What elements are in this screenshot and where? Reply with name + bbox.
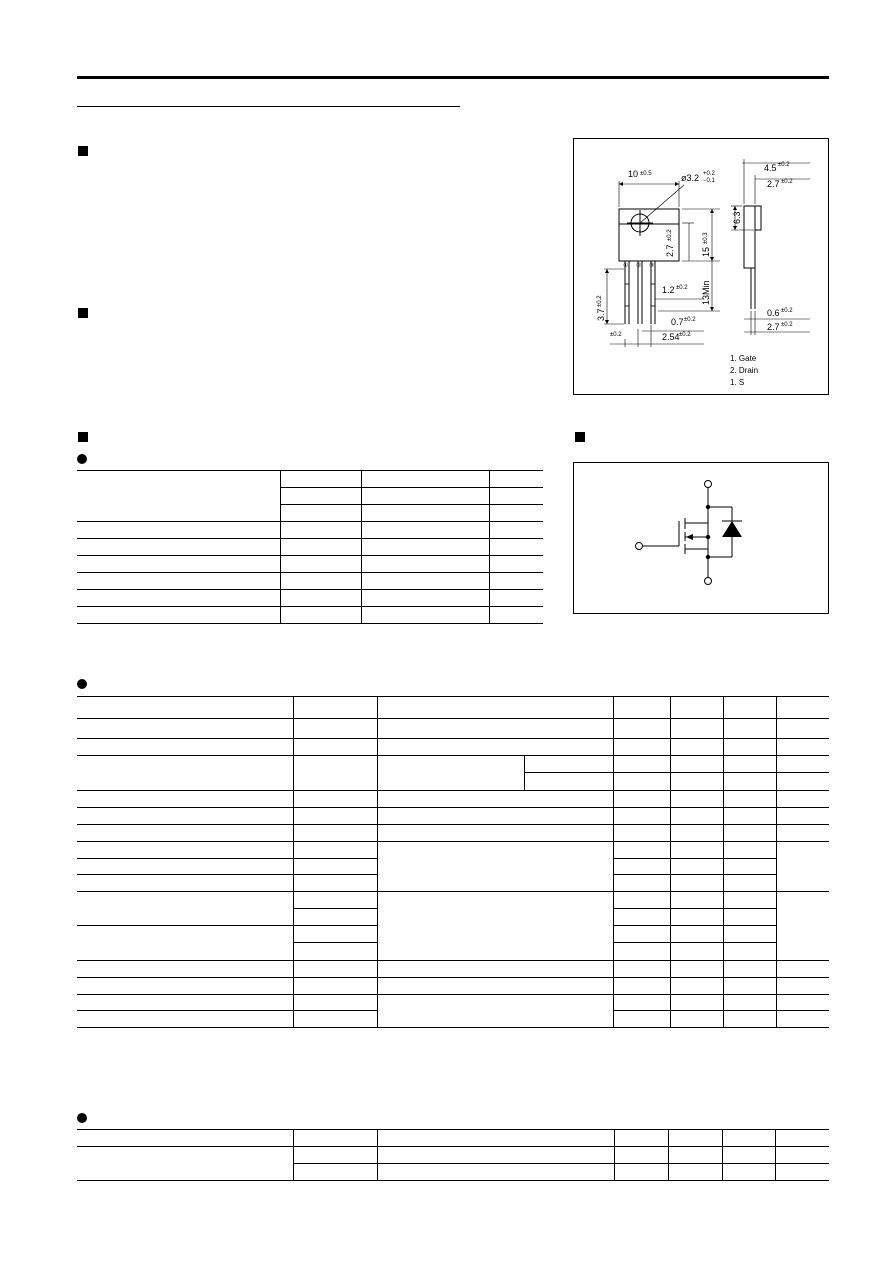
dim-pitch-tol: ±0.2 bbox=[679, 332, 691, 338]
subsection-marker-thermal bbox=[77, 1113, 87, 1123]
dim-tab-label: 2.7 bbox=[767, 179, 780, 189]
dim-hole-tol-plus: +0.2 bbox=[703, 171, 715, 177]
header-rule bbox=[77, 76, 829, 79]
dim-lead-thick-label: 0.7 bbox=[671, 317, 684, 327]
dim-width-label: 10 bbox=[628, 169, 639, 179]
section-marker-applications bbox=[78, 308, 88, 318]
package-drawing-frame bbox=[573, 138, 829, 395]
pin-number-3: ③ bbox=[649, 263, 655, 269]
subsection-marker-absolute-max bbox=[77, 454, 87, 464]
dim-body-height-tol: ±0.3 bbox=[703, 232, 709, 244]
pin-legend-gate: 1. Gate bbox=[730, 354, 757, 363]
dim-lead-width-label: 1.2 bbox=[662, 285, 675, 295]
dim-side-lead-tol: ±0.2 bbox=[781, 308, 793, 314]
subsection-marker-electrical bbox=[77, 679, 87, 689]
dim-lead-length-label: 13Min bbox=[701, 280, 711, 305]
title-underline bbox=[77, 106, 460, 107]
pin-number-1: ① bbox=[623, 263, 629, 269]
dim-side-pitch-tol: ±0.2 bbox=[781, 322, 793, 328]
section-marker-ratings bbox=[78, 432, 88, 442]
dim-hole-offset-label: 2.7 bbox=[665, 244, 675, 257]
dim-stub-label: 3.7 bbox=[596, 308, 606, 321]
section-marker-features bbox=[78, 146, 88, 156]
dim-side-pitch-label: 2.7 bbox=[767, 322, 780, 332]
dim-side-lead-label: 0.6 bbox=[767, 308, 780, 318]
pin-number-2: ② bbox=[636, 263, 642, 269]
dim-depth-label: 4.5 bbox=[764, 163, 777, 173]
pin-legend-source-cut: 1. S bbox=[730, 378, 745, 387]
section-marker-circuit bbox=[575, 432, 585, 442]
dim-width-tol: ±0.5 bbox=[640, 171, 652, 177]
dim-tab-height-label: 6.3 bbox=[732, 211, 742, 224]
dim-pitch-label: 2.54 bbox=[662, 332, 680, 342]
dim-depth-tol: ±0.2 bbox=[778, 162, 790, 168]
dim-hole-label: ø3.2 bbox=[681, 173, 700, 183]
dim-lead-width-tol: ±0.2 bbox=[676, 285, 688, 291]
dim-hole-tol-minus: −0.1 bbox=[703, 178, 715, 184]
package-outline-drawing bbox=[574, 139, 829, 395]
dim-tab-tol: ±0.2 bbox=[781, 179, 793, 185]
dim-left-tol: ±0.2 bbox=[610, 332, 622, 338]
dim-stub-tol: ±0.2 bbox=[597, 295, 603, 307]
dim-body-height-label: 15 bbox=[701, 246, 711, 257]
pin-legend-drain: 2. Drain bbox=[730, 366, 759, 375]
dim-hole-offset-tol: ±0.2 bbox=[667, 229, 673, 241]
mosfet-symbol bbox=[574, 463, 830, 615]
internal-circuit-frame bbox=[573, 462, 829, 614]
dim-lead-thick-tol: ±0.2 bbox=[684, 317, 696, 323]
